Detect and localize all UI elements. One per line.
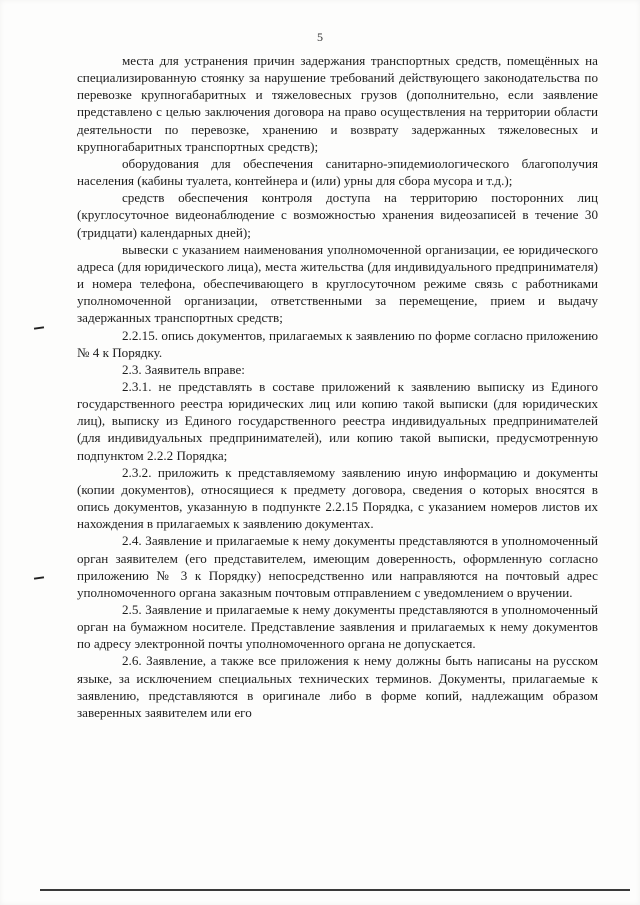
paragraph-access-control: средств обеспечения контроля доступа на территорию посторонних лиц (круглосуточное видеонаблюдение с возможностью хранения видеозаписей в течение 30 (тридцати) календарных дней); (77, 190, 598, 240)
paragraph-sanitary-equipment: оборудования для обеспечения санитарно-эпидемиологического благополучия населения (кабины туалета, контейнера и (или) урны для сбора мусора и т.д.); (77, 155, 598, 189)
paragraph-2-5: 2.5. Заявление и прилагаемые к нему документы представляются в уполномоченный орган на бумажном носителе. Представление заявления и прилагаемых к нему документов по адресу электронной почты уполномоченного органа не допускается. (77, 602, 598, 652)
paragraph-2-3-2: 2.3.2. приложить к представляемому заявлению иную информацию и документы (копии документов), относящиеся к предмету договора, сведения о которых вносятся в опись документов, указанную в подпункте 2.2.15 Порядка, с указанием номеров листов их нахождения в прилагаемых к заявлению документах. (77, 464, 598, 532)
paragraph-2-3: 2.3. Заявитель вправе: (122, 361, 245, 377)
margin-mark (34, 576, 44, 579)
paragraph-signboard: вывески с указанием наименования уполномоченной организации, ее юридического адреса (для юридического лица), места жительства (для индивидуального предпринимателя) и номера телефона, обеспечивающего в круглосуточном режиме связь с работниками уполномоченной организации, ответственными за перемещение, прием и выдачу задержанных транспортных средств; (77, 241, 598, 326)
page-bottom-rule (40, 889, 630, 891)
paragraph-2-3-1: 2.3.1. не представлять в составе приложений к заявлению выписку из Единого государственного реестра юридических лиц или копию такой выписки (для юридических лиц), выписку из Единого государственного реестра индивидуальных предпринимателей (для индивидуальных предпринимателей), или копию такой выписки, предусмотренную подпунктом 2.2.2 Порядка; (77, 378, 598, 463)
paragraph-2-2-15: 2.2.15. опись документов, прилагаемых к заявлению по форме согласно приложению № 4 к Порядку. (77, 327, 598, 360)
paragraph-2-4: 2.4. Заявление и прилагаемые к нему документы представляются в уполномоченный орган заявителем (его представителем, имеющим доверенность, оформленную согласно приложению № 3 к Порядку) непосредственно или направляются на почтовый адрес уполномоченного органа заказным почтовым отправлением с уведомлением о вручении. (77, 533, 598, 600)
margin-mark (34, 326, 44, 329)
document-body (77, 52, 598, 721)
paragraph-storage-place: места для устранения причин задержания транспортных средств, помещённых на специализированную стоянку за нарушение требований действующего законодательства по перевозке крупногабаритных и тяжеловесных грузов (дополнительно, если заявление представлено с целью заключения договора на право осуществления на территории области деятельности по перевозке, хранению и возврату задержанных тяжеловесных и крупногабаритных транспортных средств); (77, 53, 598, 154)
page-number: 5 (317, 30, 323, 44)
paragraph-2-6: 2.6. Заявление, а также все приложения к нему должны быть написаны на русском языке, за исключением специальных технических терминов. Документы, прилагаемые к заявлению, представляются в оригинале либо в форме копий, надлежащим образом заверенных заявителем или его (77, 653, 598, 720)
